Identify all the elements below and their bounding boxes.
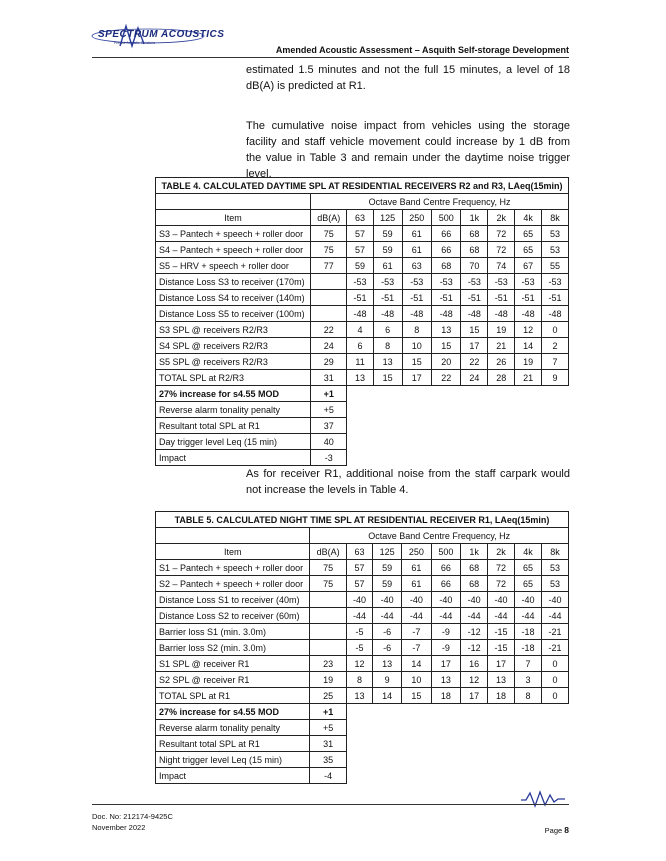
table-cell: 10 — [402, 672, 432, 688]
table-cell: 57 — [347, 226, 373, 242]
band-header: Octave Band Centre Frequency, Hz — [310, 528, 569, 544]
row-label: Distance Loss S1 to receiver (40m) — [156, 592, 310, 608]
table-cell: -12 — [461, 640, 488, 656]
table-cell: 59 — [373, 242, 402, 258]
empty-cell — [346, 752, 568, 768]
table-cell: 77 — [311, 258, 347, 274]
table-row — [156, 656, 569, 672]
summary-value: 35 — [310, 752, 346, 768]
table-cell: -6 — [373, 624, 402, 640]
table-cell: 67 — [515, 258, 542, 274]
row-label: Distance Loss S4 to receiver (140m) — [156, 290, 311, 306]
table-cell: 15 — [461, 322, 488, 338]
band-header: Octave Band Centre Frequency, Hz — [311, 194, 569, 210]
table-cell: 13 — [346, 688, 372, 704]
column-header: 63 — [346, 544, 372, 560]
table-cell: 68 — [461, 242, 488, 258]
table-cell: 7 — [542, 354, 569, 370]
table-cell: 17 — [461, 338, 488, 354]
row-label: Barrier loss S2 (min. 3.0m) — [156, 640, 310, 656]
empty-cell — [346, 768, 568, 784]
logo-tagline: Precise Acoustic Solutions — [114, 41, 156, 45]
table-cell: 59 — [347, 258, 373, 274]
table-cell: -9 — [431, 640, 461, 656]
table-4 — [155, 177, 569, 466]
table-cell: 75 — [310, 560, 346, 576]
empty-cell — [347, 402, 569, 418]
table-cell: 20 — [431, 354, 460, 370]
table-row — [156, 624, 569, 640]
table-cell: 12 — [461, 672, 488, 688]
table-cell: 21 — [515, 370, 542, 386]
table-cell: 13 — [488, 672, 515, 688]
table-cell: -7 — [402, 640, 432, 656]
column-header: Item — [156, 210, 311, 226]
table-cell: 53 — [541, 560, 568, 576]
table-cell: 66 — [431, 226, 460, 242]
table-cell: -44 — [373, 608, 402, 624]
table-cell: 61 — [402, 226, 431, 242]
table-row — [156, 306, 569, 322]
row-label: S3 SPL @ receivers R2/R3 — [156, 322, 311, 338]
row-label: S3 – Pantech + speech + roller door — [156, 226, 311, 242]
table-cell: 63 — [402, 258, 431, 274]
table-cell: -48 — [402, 306, 431, 322]
summary-value: -4 — [310, 768, 346, 784]
table-cell: -5 — [346, 640, 372, 656]
table-cell: -51 — [431, 290, 460, 306]
table-row — [156, 640, 569, 656]
summary-label: Night trigger level Leq (15 min) — [156, 752, 310, 768]
table-cell: 66 — [431, 242, 460, 258]
summary-row — [156, 418, 569, 434]
table-cell: 72 — [488, 226, 515, 242]
table-cell: 53 — [542, 242, 569, 258]
table-cell: -18 — [515, 640, 542, 656]
summary-row — [156, 752, 569, 768]
table-cell: -48 — [431, 306, 460, 322]
table-cell: 29 — [311, 354, 347, 370]
table-cell: 4 — [347, 322, 373, 338]
table-cell: 26 — [488, 354, 515, 370]
table-row — [156, 560, 569, 576]
table-cell: 13 — [347, 370, 373, 386]
empty-cell — [347, 386, 569, 402]
band-header-row — [156, 194, 569, 210]
table-cell: 61 — [402, 242, 431, 258]
table-cell: 9 — [373, 672, 402, 688]
table-cell: -44 — [431, 608, 461, 624]
table-cell: 22 — [431, 370, 460, 386]
table-cell: 12 — [515, 322, 542, 338]
summary-row — [156, 736, 569, 752]
table-cell: -44 — [541, 608, 568, 624]
empty-cell — [156, 528, 310, 544]
table-cell: -51 — [347, 290, 373, 306]
table-cell: -51 — [373, 290, 402, 306]
row-label: TOTAL SPL at R1 — [156, 688, 310, 704]
table-row — [156, 338, 569, 354]
table-cell: -48 — [461, 306, 488, 322]
table-cell: 72 — [488, 576, 515, 592]
table-cell: 66 — [431, 560, 461, 576]
table-cell: 53 — [542, 226, 569, 242]
summary-value: 31 — [310, 736, 346, 752]
table-cell: 3 — [515, 672, 542, 688]
summary-row — [156, 386, 569, 402]
band-header-row — [156, 528, 569, 544]
table-cell: 24 — [461, 370, 488, 386]
table-cell: 19 — [310, 672, 346, 688]
table-cell: 57 — [346, 576, 372, 592]
table-cell: -53 — [373, 274, 402, 290]
table-cell: 17 — [431, 656, 461, 672]
table-cell: 59 — [373, 226, 402, 242]
column-header: 2k — [488, 210, 515, 226]
table-cell: 70 — [461, 258, 488, 274]
table-cell — [310, 592, 346, 608]
table-row — [156, 258, 569, 274]
table-cell: 31 — [311, 370, 347, 386]
table-row — [156, 354, 569, 370]
table-cell: 18 — [488, 688, 515, 704]
row-label: S4 SPL @ receivers R2/R3 — [156, 338, 311, 354]
table-row — [156, 242, 569, 258]
table-cell: 8 — [402, 322, 431, 338]
table-cell: -40 — [541, 592, 568, 608]
table-cell — [310, 608, 346, 624]
table-cell: 6 — [373, 322, 402, 338]
table-cell: 57 — [347, 242, 373, 258]
row-label: TOTAL SPL at R2/R3 — [156, 370, 311, 386]
column-header: 63 — [347, 210, 373, 226]
table-cell: 0 — [541, 688, 568, 704]
column-header-row — [156, 544, 569, 560]
row-label: S5 – HRV + speech + roller door — [156, 258, 311, 274]
row-label: S4 – Pantech + speech + roller door — [156, 242, 311, 258]
table-cell: 21 — [488, 338, 515, 354]
table-cell: -51 — [461, 290, 488, 306]
table-cell: -40 — [373, 592, 402, 608]
table-cell: 57 — [346, 560, 372, 576]
paragraph-1: estimated 1.5 minutes and not the full 15 minutes, a level of 18 dB(A) is predicted at R1. — [246, 64, 570, 92]
empty-cell — [347, 418, 569, 434]
summary-label: 27% increase for s4.55 MOD — [156, 704, 310, 720]
table-cell: -40 — [488, 592, 515, 608]
table-cell: -48 — [515, 306, 542, 322]
table-cell: 25 — [310, 688, 346, 704]
table-cell: 19 — [488, 322, 515, 338]
document-header-title: Amended Acoustic Assessment – Asquith Self-storage Development — [275, 45, 569, 55]
column-header: dB(A) — [311, 210, 347, 226]
row-label: Distance Loss S2 to receiver (60m) — [156, 608, 310, 624]
table-cell: 15 — [402, 688, 432, 704]
summary-row — [156, 450, 569, 466]
row-label: S2 SPL @ receiver R1 — [156, 672, 310, 688]
column-header: 8k — [542, 210, 569, 226]
doc-number: Doc. No: 212174-9425C — [92, 812, 173, 821]
summary-label: Resultant total SPL at R1 — [156, 736, 310, 752]
column-header: Item — [156, 544, 310, 560]
table-cell: -12 — [461, 624, 488, 640]
summary-row — [156, 704, 569, 720]
row-label: S1 SPL @ receiver R1 — [156, 656, 310, 672]
table-cell: 16 — [461, 656, 488, 672]
table-cell — [310, 624, 346, 640]
table-cell: 11 — [347, 354, 373, 370]
table-cell: 15 — [373, 370, 402, 386]
table-cell: 19 — [515, 354, 542, 370]
table-cell: 74 — [488, 258, 515, 274]
empty-cell — [156, 194, 311, 210]
table-cell: -40 — [402, 592, 432, 608]
table-cell: 75 — [311, 242, 347, 258]
page-number-value: 8 — [564, 825, 569, 835]
table-cell: -53 — [515, 274, 542, 290]
table-cell: 13 — [373, 656, 402, 672]
table-cell: 65 — [515, 576, 542, 592]
column-header: 250 — [402, 544, 432, 560]
column-header: 4k — [515, 210, 542, 226]
table-cell: 22 — [461, 354, 488, 370]
column-header: 125 — [373, 544, 402, 560]
empty-cell — [347, 434, 569, 450]
paragraph-2: The cumulative noise impact from vehicles using the storage facility and staff vehicle movement could increase by 1 dB from the value in Table 3 and remain under the daytime noise trigger level. — [246, 120, 570, 180]
table-cell: 61 — [402, 560, 432, 576]
summary-row — [156, 434, 569, 450]
table-cell: -51 — [488, 290, 515, 306]
row-label: Distance Loss S5 to receiver (100m) — [156, 306, 311, 322]
summary-value: 40 — [311, 434, 347, 450]
table-cell: 13 — [431, 322, 460, 338]
table-cell: 18 — [431, 688, 461, 704]
table-cell: -51 — [542, 290, 569, 306]
row-label: S2 – Pantech + speech + roller door — [156, 576, 310, 592]
table-cell: -48 — [488, 306, 515, 322]
column-header: 500 — [431, 210, 460, 226]
table-cell: 59 — [373, 560, 402, 576]
summary-row — [156, 720, 569, 736]
empty-cell — [346, 704, 568, 720]
table-cell: 15 — [402, 354, 431, 370]
table-cell: -9 — [431, 624, 461, 640]
table-cell: 0 — [542, 322, 569, 338]
table-cell: -18 — [515, 624, 542, 640]
row-label: S1 – Pantech + speech + roller door — [156, 560, 310, 576]
company-logo — [90, 22, 225, 52]
footer-doc-info — [92, 811, 173, 833]
table-cell: -44 — [488, 608, 515, 624]
table-cell: 72 — [488, 560, 515, 576]
table-cell: -5 — [346, 624, 372, 640]
summary-label: Day trigger level Leq (15 min) — [156, 434, 311, 450]
table-row — [156, 576, 569, 592]
table-cell: 23 — [310, 656, 346, 672]
column-header: 4k — [515, 544, 542, 560]
table-cell: 0 — [541, 672, 568, 688]
table-cell: 61 — [373, 258, 402, 274]
table-cell: 0 — [541, 656, 568, 672]
column-header: 2k — [488, 544, 515, 560]
summary-label: Resultant total SPL at R1 — [156, 418, 311, 434]
table-cell: 72 — [488, 242, 515, 258]
summary-label: Impact — [156, 768, 310, 784]
table-row — [156, 608, 569, 624]
table-cell: 65 — [515, 226, 542, 242]
table-cell: -40 — [346, 592, 372, 608]
header-divider — [92, 57, 569, 58]
summary-value: -3 — [311, 450, 347, 466]
table-cell — [310, 640, 346, 656]
table-cell: 53 — [541, 576, 568, 592]
table-cell: 14 — [373, 688, 402, 704]
table-cell: 17 — [488, 656, 515, 672]
summary-value: +1 — [310, 704, 346, 720]
table-cell: 6 — [347, 338, 373, 354]
table-cell: 12 — [346, 656, 372, 672]
table-cell — [311, 290, 347, 306]
table-cell: -53 — [431, 274, 460, 290]
summary-label: Reverse alarm tonality penalty — [156, 402, 311, 418]
column-header: 500 — [431, 544, 461, 560]
table-cell: 15 — [431, 338, 460, 354]
summary-value: +1 — [311, 386, 347, 402]
table-row — [156, 672, 569, 688]
column-header-row — [156, 210, 569, 226]
table-cell: -21 — [541, 624, 568, 640]
table-cell: 9 — [542, 370, 569, 386]
table-cell: -53 — [347, 274, 373, 290]
table-row — [156, 322, 569, 338]
table-cell: 28 — [488, 370, 515, 386]
table-cell: -53 — [542, 274, 569, 290]
table-cell: 7 — [515, 656, 542, 672]
table-cell: 10 — [402, 338, 431, 354]
table-cell: -44 — [402, 608, 432, 624]
table-cell: 68 — [461, 576, 488, 592]
table-cell: -51 — [515, 290, 542, 306]
page-label: Page — [544, 826, 563, 835]
table-cell: -15 — [488, 640, 515, 656]
table-row — [156, 688, 569, 704]
table-cell: 61 — [402, 576, 432, 592]
table-cell: 55 — [542, 258, 569, 274]
summary-row — [156, 402, 569, 418]
table-cell: -40 — [515, 592, 542, 608]
summary-value: 37 — [311, 418, 347, 434]
table-cell: -53 — [461, 274, 488, 290]
empty-cell — [346, 736, 568, 752]
table-cell: 17 — [461, 688, 488, 704]
table-cell: -51 — [402, 290, 431, 306]
table-cell: 13 — [373, 354, 402, 370]
table-cell: 65 — [515, 560, 542, 576]
column-header: 1k — [461, 544, 488, 560]
summary-label: Impact — [156, 450, 311, 466]
table-title: TABLE 5. CALCULATED NIGHT TIME SPL AT RESIDENTIAL RECEIVER R1, LAeq(15min) — [156, 512, 569, 528]
table-5 — [155, 511, 569, 784]
table-cell: -6 — [373, 640, 402, 656]
table-cell: -44 — [515, 608, 542, 624]
table-cell: 65 — [515, 242, 542, 258]
table-row — [156, 226, 569, 242]
table-cell: 24 — [311, 338, 347, 354]
row-label: S5 SPL @ receivers R2/R3 — [156, 354, 311, 370]
empty-cell — [347, 450, 569, 466]
column-header: 8k — [541, 544, 568, 560]
table-cell: -15 — [488, 624, 515, 640]
table-cell: -48 — [347, 306, 373, 322]
table-cell: 68 — [431, 258, 460, 274]
table-cell: 2 — [542, 338, 569, 354]
table-title-row — [156, 512, 569, 528]
paragraph-3: As for receiver R1, additional noise from the staff carpark would not increase the levels in Table 4. — [246, 468, 570, 496]
column-header: 1k — [461, 210, 488, 226]
summary-value: +5 — [311, 402, 347, 418]
logo-wordmark: SPECTRUM ACOUSTICS — [98, 29, 225, 40]
table-title: TABLE 4. CALCULATED DAYTIME SPL AT RESIDENTIAL RECEIVERS R2 and R3, LAeq(15min) — [156, 178, 569, 194]
table-cell: 22 — [311, 322, 347, 338]
table-cell: 8 — [346, 672, 372, 688]
table-cell — [311, 306, 347, 322]
table-cell: 13 — [431, 672, 461, 688]
table-cell — [311, 274, 347, 290]
row-label: Distance Loss S3 to receiver (170m) — [156, 274, 311, 290]
column-header: 125 — [373, 210, 402, 226]
table-cell: -44 — [461, 608, 488, 624]
footer-wave-icon — [520, 790, 566, 808]
summary-label: 27% increase for s4.55 MOD — [156, 386, 311, 402]
table-cell: 75 — [310, 576, 346, 592]
table-cell: -53 — [402, 274, 431, 290]
column-header: dB(A) — [310, 544, 346, 560]
table-cell: 14 — [515, 338, 542, 354]
table-cell: 66 — [431, 576, 461, 592]
table-cell: 75 — [311, 226, 347, 242]
table-title-row — [156, 178, 569, 194]
table-cell: -53 — [488, 274, 515, 290]
table-cell: -48 — [373, 306, 402, 322]
table-cell: 8 — [373, 338, 402, 354]
table-cell: -21 — [541, 640, 568, 656]
table-cell: 8 — [515, 688, 542, 704]
row-label: Barrier loss S1 (min. 3.0m) — [156, 624, 310, 640]
table-cell: 17 — [402, 370, 431, 386]
summary-value: +5 — [310, 720, 346, 736]
table-cell: -40 — [431, 592, 461, 608]
page-number — [545, 825, 569, 835]
table-cell: 68 — [461, 226, 488, 242]
doc-date: November 2022 — [92, 823, 146, 832]
table-cell: -44 — [346, 608, 372, 624]
table-cell: 14 — [402, 656, 432, 672]
table-row — [156, 592, 569, 608]
footer-divider — [92, 804, 569, 805]
table-row — [156, 274, 569, 290]
empty-cell — [346, 720, 568, 736]
table-row — [156, 370, 569, 386]
table-cell: -40 — [461, 592, 488, 608]
summary-row — [156, 768, 569, 784]
table-cell: 59 — [373, 576, 402, 592]
column-header: 250 — [402, 210, 431, 226]
summary-label: Reverse alarm tonality penalty — [156, 720, 310, 736]
table-cell: 68 — [461, 560, 488, 576]
table-cell: -48 — [542, 306, 569, 322]
table-row — [156, 290, 569, 306]
table-cell: -7 — [402, 624, 432, 640]
